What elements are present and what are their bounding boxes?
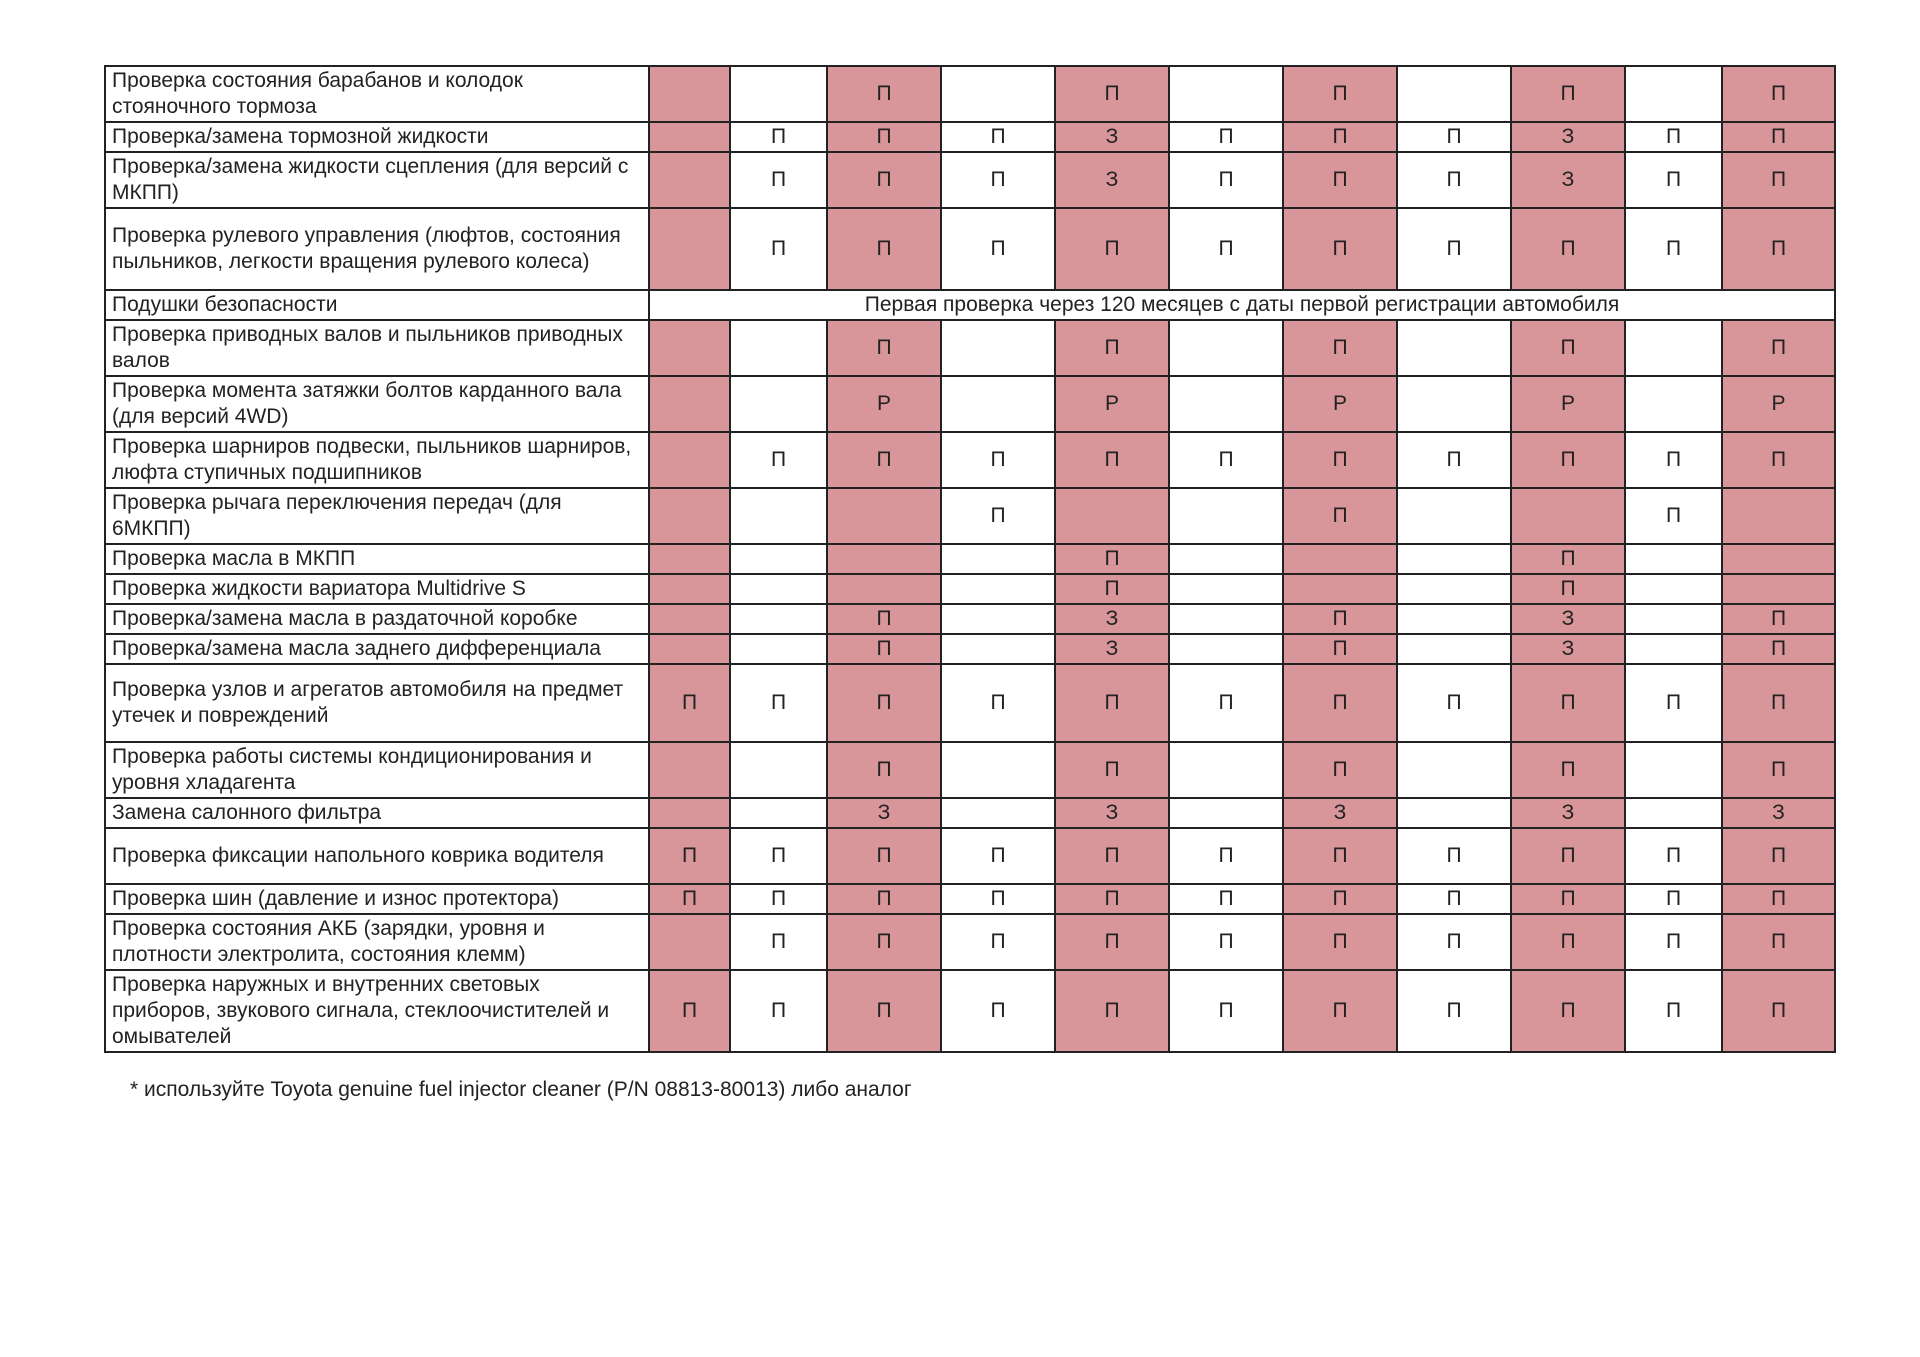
interval-cell bbox=[730, 66, 827, 122]
row-label: Проверка/замена масла заднего дифференциала bbox=[105, 634, 649, 664]
interval-cell bbox=[941, 544, 1055, 574]
interval-cell: З bbox=[1283, 798, 1397, 828]
interval-cell: П bbox=[1283, 828, 1397, 884]
interval-cell bbox=[1169, 604, 1283, 634]
interval-cell: П bbox=[1055, 884, 1169, 914]
interval-cell: П bbox=[827, 604, 941, 634]
interval-cell: П bbox=[941, 828, 1055, 884]
interval-cell: П bbox=[827, 914, 941, 970]
interval-cell bbox=[1397, 320, 1511, 376]
interval-cell: П bbox=[1625, 152, 1722, 208]
interval-cell bbox=[649, 634, 730, 664]
interval-cell: П bbox=[1283, 320, 1397, 376]
table-row bbox=[105, 208, 1835, 290]
interval-cell: П bbox=[1169, 970, 1283, 1052]
row-label: Проверка/замена жидкости сцепления (для версий с МКПП) bbox=[105, 152, 649, 208]
interval-cell bbox=[649, 544, 730, 574]
interval-cell bbox=[649, 208, 730, 290]
interval-cell: П bbox=[1625, 122, 1722, 152]
interval-cell bbox=[1169, 798, 1283, 828]
interval-cell: П bbox=[1283, 604, 1397, 634]
interval-cell: П bbox=[1055, 544, 1169, 574]
table-row bbox=[105, 432, 1835, 488]
interval-cell: П bbox=[1511, 828, 1625, 884]
interval-cell: П bbox=[1397, 122, 1511, 152]
row-label: Проверка рулевого управления (люфтов, состояния пыльников, легкости вращения рулевого колеса) bbox=[105, 208, 649, 290]
table-body bbox=[105, 66, 1835, 1052]
interval-cell bbox=[1625, 66, 1722, 122]
row-label: Проверка рычага переключения передач (для 6МКПП) bbox=[105, 488, 649, 544]
interval-cell bbox=[1397, 604, 1511, 634]
interval-cell: П bbox=[1283, 664, 1397, 742]
interval-cell bbox=[941, 604, 1055, 634]
interval-cell bbox=[1397, 742, 1511, 798]
interval-cell bbox=[941, 320, 1055, 376]
interval-cell bbox=[1169, 320, 1283, 376]
row-label: Проверка приводных валов и пыльников приводных валов bbox=[105, 320, 649, 376]
table-row bbox=[105, 634, 1835, 664]
interval-cell: П bbox=[1625, 914, 1722, 970]
interval-cell: П bbox=[1169, 914, 1283, 970]
interval-cell bbox=[730, 604, 827, 634]
interval-cell: П bbox=[1722, 634, 1835, 664]
interval-cell: П bbox=[941, 970, 1055, 1052]
interval-cell bbox=[1625, 376, 1722, 432]
interval-cell: П bbox=[827, 970, 941, 1052]
interval-cell bbox=[1169, 376, 1283, 432]
interval-cell bbox=[649, 432, 730, 488]
interval-cell: П bbox=[649, 970, 730, 1052]
interval-cell: П bbox=[1169, 432, 1283, 488]
interval-cell: П bbox=[1397, 914, 1511, 970]
interval-cell: П bbox=[730, 914, 827, 970]
interval-cell bbox=[649, 320, 730, 376]
interval-cell bbox=[941, 376, 1055, 432]
interval-cell: П bbox=[1055, 970, 1169, 1052]
interval-cell: П bbox=[1055, 664, 1169, 742]
interval-cell: П bbox=[827, 320, 941, 376]
interval-cell: П bbox=[1511, 574, 1625, 604]
footnote: * используйте Toyota genuine fuel injector cleaner (P/N 08813-80013) либо аналог bbox=[130, 1078, 912, 1101]
interval-cell bbox=[1169, 544, 1283, 574]
interval-cell bbox=[1511, 488, 1625, 544]
table-row bbox=[105, 122, 1835, 152]
row-label: Проверка узлов и агрегатов автомобиля на предмет утечек и повреждений bbox=[105, 664, 649, 742]
interval-cell bbox=[1625, 798, 1722, 828]
interval-cell: П bbox=[1283, 152, 1397, 208]
interval-cell: З bbox=[1511, 604, 1625, 634]
interval-cell: П bbox=[1397, 970, 1511, 1052]
interval-cell: П bbox=[1511, 432, 1625, 488]
interval-cell: П bbox=[1169, 152, 1283, 208]
interval-cell bbox=[1625, 604, 1722, 634]
row-label: Проверка жидкости вариатора Multidrive S bbox=[105, 574, 649, 604]
interval-cell: П bbox=[1722, 970, 1835, 1052]
interval-cell: П bbox=[730, 122, 827, 152]
interval-cell: П bbox=[1722, 122, 1835, 152]
interval-cell: П bbox=[649, 664, 730, 742]
interval-cell bbox=[1397, 574, 1511, 604]
interval-cell: П bbox=[827, 208, 941, 290]
interval-cell: П bbox=[827, 432, 941, 488]
interval-cell: З bbox=[1511, 634, 1625, 664]
table-row bbox=[105, 66, 1835, 122]
row-label: Проверка состояния АКБ (зарядки, уровня и плотности электролита, состояния клемм) bbox=[105, 914, 649, 970]
interval-cell: П bbox=[941, 914, 1055, 970]
interval-cell bbox=[730, 742, 827, 798]
row-label: Проверка шин (давление и износ протектора) bbox=[105, 884, 649, 914]
interval-cell: П bbox=[1625, 488, 1722, 544]
interval-cell bbox=[730, 544, 827, 574]
interval-cell bbox=[1722, 574, 1835, 604]
interval-cell bbox=[1169, 574, 1283, 604]
interval-cell: З bbox=[1055, 798, 1169, 828]
row-label: Замена салонного фильтра bbox=[105, 798, 649, 828]
table-row bbox=[105, 488, 1835, 544]
interval-cell bbox=[1397, 634, 1511, 664]
interval-cell: П bbox=[1722, 664, 1835, 742]
interval-cell bbox=[941, 742, 1055, 798]
interval-cell: П bbox=[1722, 66, 1835, 122]
interval-cell bbox=[649, 914, 730, 970]
interval-cell: П bbox=[941, 208, 1055, 290]
interval-cell: З bbox=[1055, 122, 1169, 152]
interval-cell: П bbox=[1055, 432, 1169, 488]
interval-cell bbox=[1625, 544, 1722, 574]
interval-cell bbox=[730, 574, 827, 604]
interval-cell bbox=[649, 604, 730, 634]
interval-cell: П bbox=[1283, 432, 1397, 488]
interval-cell: П bbox=[1722, 914, 1835, 970]
interval-cell: П bbox=[1283, 884, 1397, 914]
interval-cell: П bbox=[1055, 208, 1169, 290]
interval-cell: П bbox=[1169, 122, 1283, 152]
interval-cell: П bbox=[827, 884, 941, 914]
interval-cell bbox=[827, 488, 941, 544]
interval-cell: П bbox=[1283, 634, 1397, 664]
interval-cell: З bbox=[1511, 798, 1625, 828]
interval-cell bbox=[1397, 488, 1511, 544]
interval-cell: П bbox=[730, 208, 827, 290]
interval-cell bbox=[649, 122, 730, 152]
interval-cell: П bbox=[1722, 604, 1835, 634]
row-note: Первая проверка через 120 месяцев с даты первой регистрации автомобиля bbox=[649, 290, 1835, 320]
interval-cell: Р bbox=[1722, 376, 1835, 432]
interval-cell bbox=[730, 634, 827, 664]
interval-cell: З bbox=[1511, 122, 1625, 152]
interval-cell: П bbox=[730, 152, 827, 208]
interval-cell: П bbox=[1625, 664, 1722, 742]
row-label: Проверка/замена тормозной жидкости bbox=[105, 122, 649, 152]
interval-cell bbox=[1397, 66, 1511, 122]
interval-cell bbox=[730, 376, 827, 432]
table-row bbox=[105, 914, 1835, 970]
interval-cell: П bbox=[1511, 320, 1625, 376]
interval-cell bbox=[649, 798, 730, 828]
interval-cell bbox=[1397, 544, 1511, 574]
interval-cell: П bbox=[827, 122, 941, 152]
interval-cell: П bbox=[730, 664, 827, 742]
interval-cell: П bbox=[730, 970, 827, 1052]
interval-cell: П bbox=[1722, 884, 1835, 914]
interval-cell bbox=[649, 488, 730, 544]
interval-cell: З bbox=[1055, 604, 1169, 634]
interval-cell: П bbox=[1283, 970, 1397, 1052]
row-label: Проверка наружных и внутренних световых приборов, звукового сигнала, стеклоочистителей и омывателей bbox=[105, 970, 649, 1052]
interval-cell: П bbox=[1625, 432, 1722, 488]
interval-cell: П bbox=[1055, 828, 1169, 884]
interval-cell: П bbox=[1397, 152, 1511, 208]
table-row bbox=[105, 320, 1835, 376]
interval-cell: П bbox=[1625, 208, 1722, 290]
interval-cell bbox=[1283, 574, 1397, 604]
interval-cell: П bbox=[1511, 208, 1625, 290]
interval-cell bbox=[827, 574, 941, 604]
interval-cell: П bbox=[1169, 884, 1283, 914]
interval-cell bbox=[649, 742, 730, 798]
interval-cell: Р bbox=[1511, 376, 1625, 432]
interval-cell: П bbox=[1397, 208, 1511, 290]
row-label: Проверка/замена масла в раздаточной коробке bbox=[105, 604, 649, 634]
table-row bbox=[105, 376, 1835, 432]
interval-cell: П bbox=[1397, 828, 1511, 884]
row-label: Проверка шарниров подвески, пыльников шарниров, люфта ступичных подшипников bbox=[105, 432, 649, 488]
interval-cell: П bbox=[941, 152, 1055, 208]
interval-cell: П bbox=[1055, 66, 1169, 122]
table-row bbox=[105, 664, 1835, 742]
interval-cell bbox=[1722, 488, 1835, 544]
interval-cell bbox=[1055, 488, 1169, 544]
table-row bbox=[105, 604, 1835, 634]
interval-cell bbox=[730, 320, 827, 376]
interval-cell: П bbox=[1722, 432, 1835, 488]
interval-cell bbox=[1169, 634, 1283, 664]
interval-cell: П bbox=[827, 742, 941, 798]
interval-cell bbox=[941, 634, 1055, 664]
table-row bbox=[105, 798, 1835, 828]
interval-cell: П bbox=[1511, 664, 1625, 742]
interval-cell: П bbox=[730, 432, 827, 488]
interval-cell: П bbox=[827, 66, 941, 122]
interval-cell: П bbox=[1511, 970, 1625, 1052]
interval-cell bbox=[1169, 742, 1283, 798]
interval-cell: Р bbox=[827, 376, 941, 432]
interval-cell bbox=[1397, 376, 1511, 432]
interval-cell: П bbox=[1169, 828, 1283, 884]
interval-cell: П bbox=[1722, 208, 1835, 290]
interval-cell: П bbox=[1722, 828, 1835, 884]
interval-cell bbox=[941, 574, 1055, 604]
interval-cell: П bbox=[1722, 742, 1835, 798]
interval-cell bbox=[941, 66, 1055, 122]
interval-cell: П bbox=[1055, 914, 1169, 970]
interval-cell bbox=[1283, 544, 1397, 574]
interval-cell: П bbox=[827, 152, 941, 208]
interval-cell bbox=[1625, 742, 1722, 798]
interval-cell: П bbox=[1511, 884, 1625, 914]
interval-cell bbox=[649, 574, 730, 604]
interval-cell: П bbox=[649, 884, 730, 914]
interval-cell: З bbox=[1722, 798, 1835, 828]
interval-cell: П bbox=[941, 488, 1055, 544]
interval-cell bbox=[1397, 798, 1511, 828]
interval-cell: П bbox=[827, 828, 941, 884]
row-label: Проверка фиксации напольного коврика водителя bbox=[105, 828, 649, 884]
interval-cell: П bbox=[1283, 208, 1397, 290]
table-row bbox=[105, 884, 1835, 914]
interval-cell: П bbox=[941, 122, 1055, 152]
table-row bbox=[105, 544, 1835, 574]
interval-cell: П bbox=[941, 432, 1055, 488]
interval-cell: П bbox=[730, 828, 827, 884]
interval-cell: П bbox=[1283, 66, 1397, 122]
interval-cell: П bbox=[1511, 66, 1625, 122]
interval-cell: П bbox=[827, 664, 941, 742]
interval-cell bbox=[1722, 544, 1835, 574]
interval-cell: П bbox=[827, 634, 941, 664]
interval-cell: П bbox=[1283, 742, 1397, 798]
interval-cell: З bbox=[827, 798, 941, 828]
interval-cell bbox=[827, 544, 941, 574]
interval-cell: З bbox=[1055, 152, 1169, 208]
row-label: Подушки безопасности bbox=[105, 290, 649, 320]
interval-cell bbox=[730, 488, 827, 544]
interval-cell bbox=[1169, 66, 1283, 122]
interval-cell: П bbox=[1055, 574, 1169, 604]
interval-cell: П bbox=[1055, 742, 1169, 798]
interval-cell: П bbox=[1625, 970, 1722, 1052]
interval-cell: П bbox=[1722, 152, 1835, 208]
interval-cell: П bbox=[1397, 884, 1511, 914]
interval-cell: П bbox=[1283, 488, 1397, 544]
interval-cell: П bbox=[1169, 208, 1283, 290]
interval-cell: П bbox=[1625, 828, 1722, 884]
interval-cell: П bbox=[1397, 432, 1511, 488]
table-row bbox=[105, 152, 1835, 208]
interval-cell: П bbox=[1511, 914, 1625, 970]
interval-cell bbox=[649, 66, 730, 122]
interval-cell: П bbox=[1625, 884, 1722, 914]
interval-cell bbox=[1169, 488, 1283, 544]
row-label: Проверка масла в МКПП bbox=[105, 544, 649, 574]
interval-cell bbox=[730, 798, 827, 828]
interval-cell: Р bbox=[1283, 376, 1397, 432]
interval-cell: Р bbox=[1055, 376, 1169, 432]
table-row bbox=[105, 742, 1835, 798]
interval-cell bbox=[941, 798, 1055, 828]
interval-cell: П bbox=[730, 884, 827, 914]
interval-cell: П bbox=[649, 828, 730, 884]
row-label: Проверка работы системы кондиционирования и уровня хладагента bbox=[105, 742, 649, 798]
row-label: Проверка состояния барабанов и колодок стояночного тормоза bbox=[105, 66, 649, 122]
interval-cell bbox=[1625, 634, 1722, 664]
table-row bbox=[105, 828, 1835, 884]
maintenance-schedule-table bbox=[104, 65, 1836, 1053]
table-row bbox=[105, 970, 1835, 1052]
interval-cell: П bbox=[1511, 544, 1625, 574]
interval-cell: П bbox=[1722, 320, 1835, 376]
interval-cell: П bbox=[1169, 664, 1283, 742]
interval-cell: П bbox=[1283, 122, 1397, 152]
interval-cell: П bbox=[941, 664, 1055, 742]
interval-cell: З bbox=[1511, 152, 1625, 208]
interval-cell: П bbox=[1283, 914, 1397, 970]
interval-cell bbox=[649, 152, 730, 208]
table-row bbox=[105, 574, 1835, 604]
interval-cell bbox=[1625, 574, 1722, 604]
interval-cell: П bbox=[1397, 664, 1511, 742]
interval-cell: П bbox=[1511, 742, 1625, 798]
interval-cell: З bbox=[1055, 634, 1169, 664]
interval-cell bbox=[1625, 320, 1722, 376]
interval-cell bbox=[649, 376, 730, 432]
interval-cell: П bbox=[941, 884, 1055, 914]
interval-cell: П bbox=[1055, 320, 1169, 376]
table-row bbox=[105, 290, 1835, 320]
row-label: Проверка момента затяжки болтов карданного вала (для версий 4WD) bbox=[105, 376, 649, 432]
